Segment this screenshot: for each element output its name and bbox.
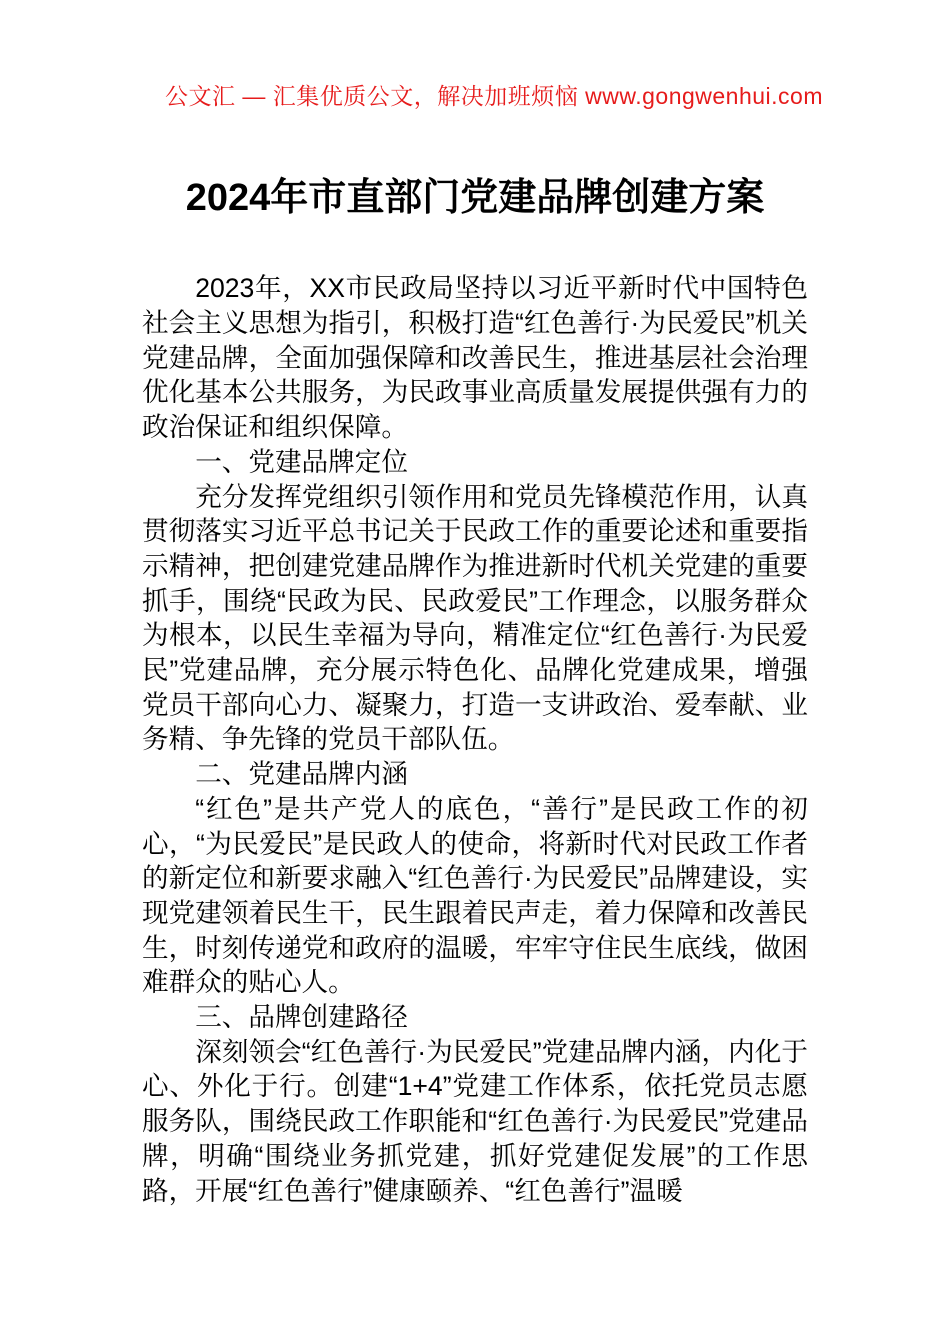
paragraph-section-3: 深刻领会“红色善行·为民爱民”党建品牌内涵，内化于心、外化于行。创建“1+4”党建工作体系，依托党员志愿服务队，围绕民政工作职能和“红色善行·为民爱民”党建品牌，明确“围绕业务抓党建，抓好党建促发展”的工作思路，开展“红色善行”健康颐养、“红色善行”温暖: [142, 1036, 808, 1206]
section-heading-1: 一、党建品牌定位: [195, 446, 408, 477]
document-title: 2024年市直部门党建品牌创建方案: [185, 177, 765, 220]
section-heading-2: 二、党建品牌内涵: [195, 759, 408, 790]
document-body: [142, 271, 808, 1208]
site-watermark-text: 公文汇 — 汇集优质公文，解决加班烦恼 www.gongwenhui.com: [164, 83, 823, 109]
paragraph-section-1: 充分发挥党组织引领作用和党员先锋模范作用，认真贯彻落实习近平总书记关于民政工作的重要论述和重要指示精神，把创建党建品牌作为推进新时代机关党建的重要抓手，围绕“民政为民、民政爱民”工作理念，以服务群众为根本，以民生幸福为导向，精准定位“红色善行·为民爱民”党建品牌，充分展示特色化、品牌化党建成果，增强党员干部向心力、凝聚力，打造一支讲政治、爱奉献、业务精、争先锋的党员干部队伍。: [142, 481, 808, 755]
section-heading-3: 三、品牌创建路径: [195, 1002, 408, 1033]
paragraph-intro: 2023年，XX市民政局坚持以习近平新时代中国特色社会主义思想为指引，积极打造“红色善行·为民爱民”机关党建品牌，全面加强保障和改善民生，推进基层社会治理优化基本公共服务，为民政事业高质量发展提供强有力的政治保证和组织保障。: [142, 273, 808, 443]
paragraph-section-2: “红色”是共产党人的底色，“善行”是民政工作的初心，“为民爱民”是民政人的使命，将新时代对民政工作者的新定位和新要求融入“红色善行·为民爱民”品牌建设，实现党建领着民生干，民生跟着民声走，着力保障和改善民生，时刻传递党和政府的温暖，牢牢守住民生底线，做困难群众的贴心人。: [142, 793, 808, 998]
